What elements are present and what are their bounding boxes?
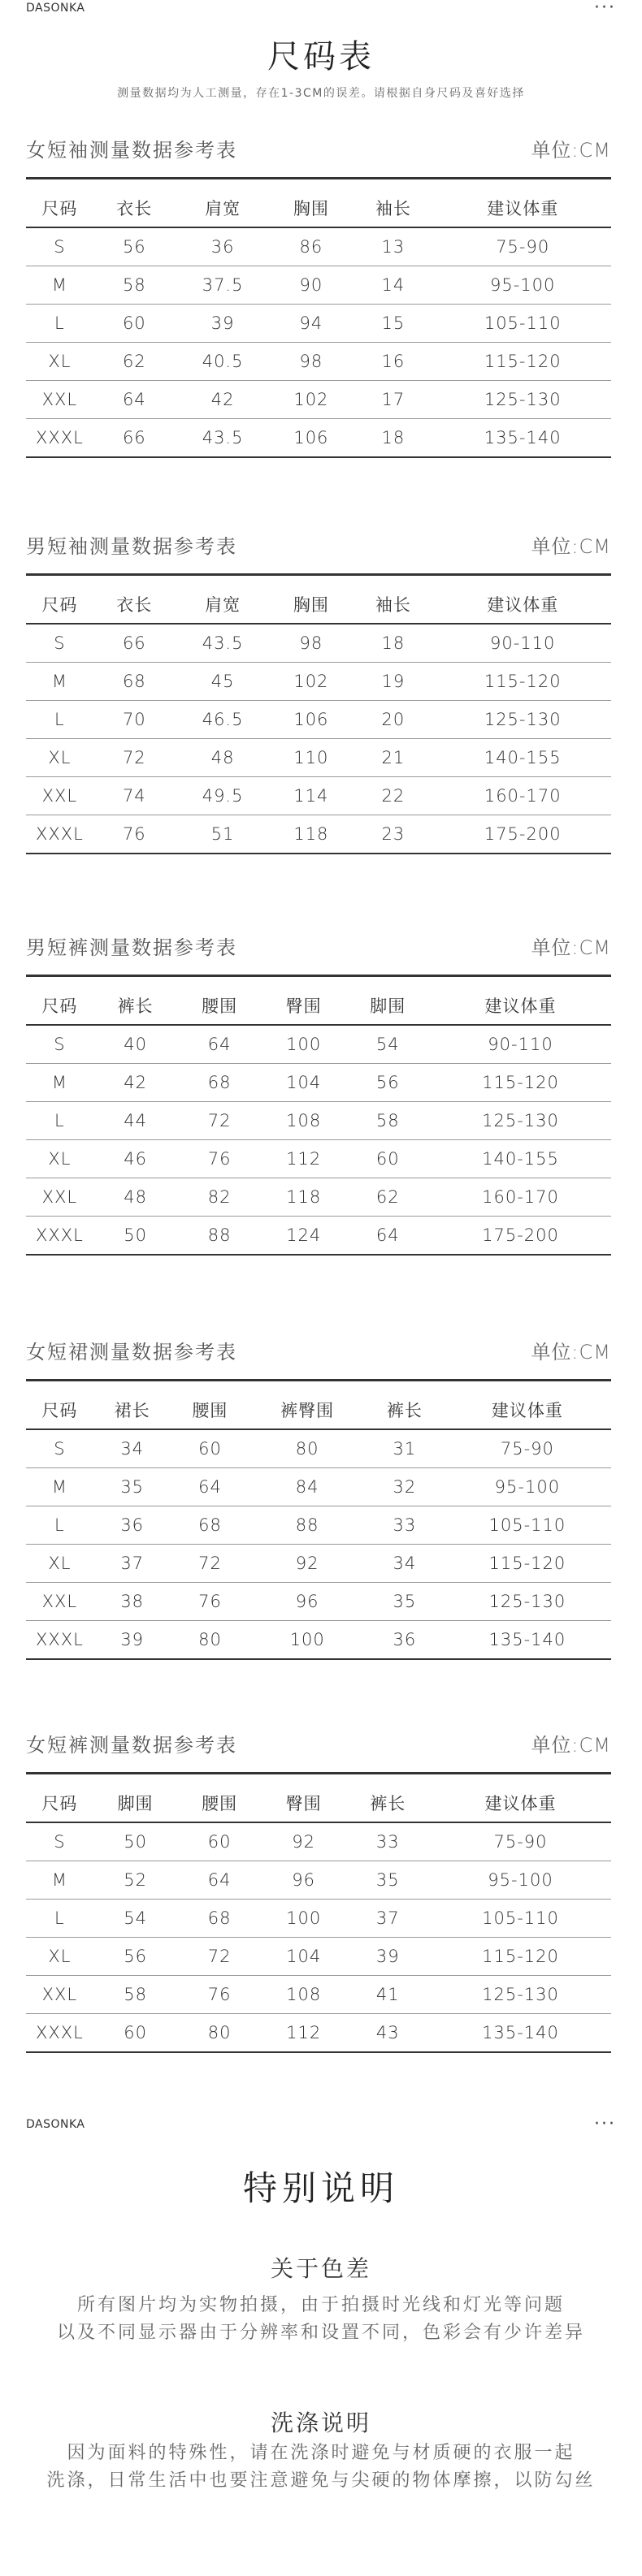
table-cell: 88: [295, 1515, 319, 1535]
table-cell: 39: [375, 1947, 400, 1966]
size-table: [26, 987, 611, 1256]
brand-label: DASONKA: [26, 2, 85, 15]
unit-label: 单位:CM: [531, 936, 611, 959]
column-header: 尺码: [41, 199, 78, 218]
table-cell: 105-110: [482, 1908, 559, 1928]
table-cell: M: [51, 672, 67, 691]
table-cell: 39: [210, 313, 235, 333]
table-cell: 80: [198, 1630, 222, 1649]
table-cell: 49.5: [202, 786, 244, 806]
column-header: 腰围: [192, 1401, 228, 1420]
table-cell: 37.5: [202, 275, 244, 295]
table-cell: 46.5: [202, 710, 244, 729]
table-cell: 35: [120, 1477, 145, 1497]
table-cell: 17: [381, 390, 406, 409]
table-cell: 32: [393, 1477, 417, 1497]
table-cell: 64: [198, 1477, 222, 1497]
table-cell: XXXL: [35, 428, 84, 447]
table-cell: 135-140: [488, 1630, 566, 1649]
section-header: [26, 1330, 611, 1369]
table-row: [26, 1102, 611, 1140]
table-cell: 76: [207, 1985, 232, 2004]
table-cell: 64: [375, 1225, 400, 1245]
table-cell: L: [54, 1111, 65, 1130]
table-cell: 18: [381, 428, 406, 447]
table-cell: 175-200: [484, 824, 562, 844]
table-cell: 106: [293, 710, 329, 729]
column-header: 建议体重: [487, 199, 559, 218]
column-header: 衣长: [116, 199, 153, 218]
table-cell: 175-200: [482, 1225, 559, 1245]
table-cell: 80: [207, 2023, 232, 2042]
table-cell: L: [54, 710, 65, 729]
table-row: [26, 739, 611, 777]
column-header: 建议体重: [484, 1794, 557, 1813]
column-header: 裙长: [114, 1401, 150, 1420]
table-cell: 60: [207, 1832, 232, 1852]
table-cell: 15: [381, 313, 406, 333]
table-cell: 75-90: [496, 237, 550, 257]
table-cell: 43.5: [202, 428, 244, 447]
table-cell: 94: [299, 313, 323, 333]
table-cell: S: [54, 1439, 66, 1459]
mens-tshirt-section: [26, 525, 611, 854]
table-cell: 115-120: [488, 1554, 566, 1573]
womens-shorts-section: [26, 1723, 611, 2053]
table-cell: 108: [286, 1111, 322, 1130]
table-cell: 106: [293, 428, 329, 447]
column-header: 臀围: [285, 1794, 322, 1813]
table-row: [26, 1861, 611, 1900]
table-cell: 40.5: [202, 352, 244, 371]
table-cell: 46: [124, 1149, 147, 1169]
table-cell: 82: [207, 1187, 232, 1207]
notes-top-bar: [26, 2116, 616, 2133]
table-cell: M: [51, 1073, 67, 1092]
table-cell: 102: [293, 672, 329, 691]
table-cell: 38: [120, 1592, 145, 1611]
table-cell: 33: [375, 1832, 400, 1852]
section-header: [26, 926, 611, 965]
washing-title: 洗涤说明: [270, 2410, 371, 2436]
table-row: [26, 701, 611, 739]
table-row: [26, 343, 611, 381]
table-cell: 135-140: [482, 2023, 559, 2042]
table-cell: L: [54, 313, 65, 333]
table-cell: 98: [299, 633, 323, 653]
more-icon[interactable]: ···: [594, 0, 616, 18]
size-table: [26, 189, 611, 458]
top-bar: [26, 0, 616, 16]
column-header: 胸围: [293, 595, 329, 615]
table-cell: XL: [48, 1947, 72, 1966]
column-header: 臀围: [285, 996, 322, 1016]
column-header: 胸围: [293, 199, 329, 218]
special-notes-title: 特别说明: [242, 2168, 399, 2208]
column-header: 脚围: [370, 996, 406, 1016]
table-cell: 68: [207, 1073, 232, 1092]
table-cell: 68: [207, 1908, 232, 1928]
table-cell: S: [54, 1035, 66, 1054]
column-header: 建议体重: [484, 996, 557, 1016]
column-header: 腰围: [202, 1794, 238, 1813]
table-row: [26, 1064, 611, 1102]
table-cell: 58: [122, 275, 146, 295]
table-cell: 72: [207, 1111, 232, 1130]
table-cell: 54: [375, 1035, 400, 1054]
section-header: [26, 1723, 611, 1762]
table-cell: 44: [124, 1111, 147, 1130]
table-cell: 112: [286, 2023, 322, 2042]
table-cell: 135-140: [484, 428, 562, 447]
table-cell: 125-130: [482, 1111, 559, 1130]
table-cell: XXL: [41, 786, 78, 806]
table-cell: 98: [299, 352, 323, 371]
table-cell: 104: [286, 1947, 322, 1966]
table-cell: 102: [293, 390, 329, 409]
table-row: [26, 1025, 611, 1064]
table-cell: L: [54, 1908, 65, 1928]
table-row: [26, 1583, 611, 1621]
womens-tshirt-section: [26, 128, 611, 458]
table-row: [26, 419, 611, 458]
column-header: 建议体重: [491, 1401, 563, 1420]
table-cell: XL: [48, 1554, 72, 1573]
womens-skirt-section: [26, 1330, 611, 1660]
table-cell: 68: [122, 672, 146, 691]
color-diff-line-1: 所有图片均为实物拍摄，由于拍摄时光线和灯光等问题: [76, 2295, 565, 2315]
brand-label: DASONKA: [26, 2118, 85, 2131]
table-cell: 108: [286, 1985, 322, 2004]
table-cell: 125-130: [482, 1985, 559, 2004]
table-cell: 58: [124, 1985, 147, 2004]
table-cell: 36: [210, 237, 235, 257]
table-cell: 95-100: [488, 1870, 553, 1890]
section-divider: [26, 1379, 611, 1381]
table-cell: 19: [381, 672, 406, 691]
table-row: [26, 2014, 611, 2053]
table-row: [26, 305, 611, 343]
table-cell: 37: [120, 1554, 145, 1573]
table-cell: 42: [124, 1073, 147, 1092]
table-cell: S: [54, 1832, 66, 1852]
table-cell: 76: [198, 1592, 222, 1611]
table-cell: 96: [295, 1592, 319, 1611]
table-cell: 92: [295, 1554, 319, 1573]
column-header: 袖长: [375, 199, 411, 218]
column-header: 尺码: [41, 996, 78, 1016]
page-subtitle: 测量数据均为人工测量，存在1-3CM的误差。请根据自身尺码及喜好选择: [117, 87, 525, 100]
table-cell: 36: [393, 1630, 417, 1649]
size-table: [26, 1391, 611, 1660]
table-cell: 62: [375, 1187, 400, 1207]
table-cell: 64: [207, 1870, 232, 1890]
column-header: 尺码: [41, 1401, 78, 1420]
table-cell: 60: [198, 1439, 222, 1459]
table-cell: 115-120: [482, 1073, 559, 1092]
table-cell: 110: [293, 748, 329, 767]
table-cell: 104: [286, 1073, 322, 1092]
table-cell: 84: [295, 1477, 319, 1497]
table-cell: 76: [207, 1149, 232, 1169]
table-cell: XXXL: [35, 824, 84, 844]
table-cell: XXXL: [35, 1225, 84, 1245]
table-row: [26, 1506, 611, 1545]
table-cell: M: [51, 275, 67, 295]
mens-shorts-section: [26, 926, 611, 1256]
table-row: [26, 266, 611, 305]
column-header: 尺码: [41, 1794, 78, 1813]
table-row: [26, 1900, 611, 1938]
column-header: 腰围: [202, 996, 238, 1016]
table-cell: 34: [393, 1554, 417, 1573]
section-title: 男短裤测量数据参考表: [26, 936, 237, 959]
table-cell: 125-130: [488, 1592, 566, 1611]
section-title: 男短袖测量数据参考表: [26, 534, 237, 558]
table-cell: 90: [299, 275, 323, 295]
table-cell: 23: [381, 824, 406, 844]
table-cell: 124: [286, 1225, 322, 1245]
washing-line-1: 因为面料的特殊性，请在洗涤时避免与材质硬的衣服一起: [67, 2443, 575, 2463]
table-cell: 21: [381, 748, 406, 767]
table-row: [26, 1621, 611, 1660]
table-cell: 58: [375, 1111, 400, 1130]
table-cell: 56: [375, 1073, 400, 1092]
table-cell: 74: [122, 786, 146, 806]
table-cell: XXXL: [35, 1630, 84, 1649]
table-cell: 51: [210, 824, 235, 844]
section-title: 女短袖测量数据参考表: [26, 138, 237, 162]
table-header-row: [26, 987, 611, 1025]
table-cell: 36: [120, 1515, 145, 1535]
section-title: 女短裤测量数据参考表: [26, 1733, 237, 1757]
table-cell: XL: [48, 352, 72, 371]
section-divider: [26, 177, 611, 179]
table-cell: 125-130: [484, 710, 562, 729]
table-cell: 75-90: [500, 1439, 554, 1459]
table-row: [26, 1217, 611, 1256]
table-row: [26, 1545, 611, 1583]
table-cell: 50: [124, 1225, 147, 1245]
table-row: [26, 227, 611, 266]
table-row: [26, 777, 611, 815]
table-row: [26, 381, 611, 419]
table-cell: L: [54, 1515, 65, 1535]
table-cell: M: [51, 1870, 67, 1890]
table-cell: 88: [207, 1225, 232, 1245]
table-row: [26, 1822, 611, 1861]
table-cell: 54: [124, 1908, 147, 1928]
table-cell: 92: [292, 1832, 316, 1852]
table-row: [26, 1178, 611, 1217]
table-row: [26, 1429, 611, 1468]
table-cell: 60: [122, 313, 146, 333]
more-icon[interactable]: ···: [594, 2114, 616, 2134]
table-cell: 60: [124, 2023, 147, 2042]
table-cell: 16: [381, 352, 406, 371]
table-cell: 160-170: [482, 1187, 559, 1207]
table-cell: 35: [375, 1870, 400, 1890]
table-cell: 100: [289, 1630, 325, 1649]
table-cell: XL: [48, 748, 72, 767]
table-cell: 105-110: [484, 313, 562, 333]
table-cell: XXL: [41, 1187, 78, 1207]
table-cell: 75-90: [493, 1832, 548, 1852]
table-row: [26, 1140, 611, 1178]
table-cell: XXL: [41, 1592, 78, 1611]
table-row: [26, 1938, 611, 1976]
unit-label: 单位:CM: [531, 534, 611, 558]
table-cell: 68: [198, 1515, 222, 1535]
table-cell: 39: [120, 1630, 145, 1649]
table-cell: 48: [210, 748, 235, 767]
table-cell: 112: [286, 1149, 322, 1169]
section-header: [26, 525, 611, 564]
table-cell: 20: [381, 710, 406, 729]
table-cell: 18: [381, 633, 406, 653]
table-cell: 60: [375, 1149, 400, 1169]
table-cell: XL: [48, 1149, 72, 1169]
table-cell: 70: [122, 710, 146, 729]
column-header: 裤长: [370, 1794, 406, 1813]
table-cell: 40: [124, 1035, 147, 1054]
table-cell: 42: [210, 390, 235, 409]
table-row: [26, 663, 611, 701]
table-cell: 114: [293, 786, 329, 806]
table-cell: S: [54, 237, 66, 257]
table-cell: 90-110: [488, 1035, 553, 1054]
table-cell: 50: [124, 1832, 147, 1852]
table-cell: 95-100: [494, 1477, 561, 1497]
table-header-row: [26, 189, 611, 227]
column-header: 脚围: [117, 1794, 154, 1813]
section-divider: [26, 975, 611, 977]
section-header: [26, 128, 611, 167]
table-cell: XXXL: [35, 2023, 84, 2042]
table-cell: XXL: [41, 1985, 78, 2004]
table-cell: S: [54, 633, 66, 653]
table-cell: 31: [393, 1439, 417, 1459]
table-cell: 100: [286, 1908, 322, 1928]
table-cell: 43: [375, 2023, 400, 2042]
table-cell: 41: [375, 1985, 400, 2004]
column-header: 袖长: [375, 595, 411, 615]
table-cell: 118: [286, 1187, 322, 1207]
table-cell: 72: [122, 748, 146, 767]
column-header: 肩宽: [205, 595, 241, 615]
color-diff-line-2: 以及不同显示器由于分辨率和设置不同，色彩会有少许差异: [56, 2323, 585, 2343]
page-title: 尺码表: [267, 38, 375, 76]
column-header: 肩宽: [205, 199, 241, 218]
table-cell: 37: [375, 1908, 400, 1928]
section-divider: [26, 1772, 611, 1774]
table-row: [26, 815, 611, 854]
table-cell: 66: [122, 428, 146, 447]
table-cell: 115-120: [484, 672, 562, 691]
column-header: 裤长: [386, 1401, 423, 1420]
table-cell: 64: [122, 390, 146, 409]
table-cell: 72: [207, 1947, 232, 1966]
table-cell: 66: [122, 633, 146, 653]
unit-label: 单位:CM: [531, 1733, 611, 1757]
table-cell: 118: [293, 824, 329, 844]
table-cell: 22: [381, 786, 406, 806]
table-cell: 105-110: [488, 1515, 566, 1535]
unit-label: 单位:CM: [531, 138, 611, 162]
table-cell: 125-130: [484, 390, 562, 409]
column-header: 尺码: [41, 595, 78, 615]
column-header: 衣长: [116, 595, 153, 615]
table-cell: 64: [207, 1035, 232, 1054]
table-cell: 56: [122, 237, 146, 257]
table-cell: 76: [122, 824, 146, 844]
washing-line-2: 洗涤，日常生活中也要注意避免与尖硬的物体摩擦，以防勾丝: [46, 2470, 596, 2491]
table-cell: 45: [210, 672, 235, 691]
table-cell: 80: [295, 1439, 319, 1459]
table-cell: 160-170: [484, 786, 562, 806]
table-cell: 96: [292, 1870, 316, 1890]
section-title: 女短裙测量数据参考表: [26, 1340, 237, 1364]
table-cell: 100: [286, 1035, 322, 1054]
table-cell: 43.5: [202, 633, 244, 653]
table-row: [26, 624, 611, 663]
table-header-row: [26, 1784, 611, 1822]
table-cell: 140-155: [484, 748, 562, 767]
table-header-row: [26, 1391, 611, 1429]
table-cell: 13: [381, 237, 406, 257]
table-cell: 115-120: [482, 1947, 559, 1966]
column-header: 建议体重: [487, 595, 559, 615]
table-cell: 90-110: [490, 633, 556, 653]
size-table: [26, 586, 611, 854]
table-cell: 52: [124, 1870, 147, 1890]
table-cell: 95-100: [490, 275, 556, 295]
table-cell: M: [51, 1477, 67, 1497]
section-divider: [26, 573, 611, 576]
table-cell: 33: [393, 1515, 417, 1535]
table-cell: 115-120: [484, 352, 562, 371]
table-header-row: [26, 586, 611, 624]
table-row: [26, 1976, 611, 2014]
table-cell: XXL: [41, 390, 78, 409]
table-cell: 34: [120, 1439, 145, 1459]
table-cell: 14: [381, 275, 406, 295]
color-diff-title: 关于色差: [270, 2255, 371, 2282]
table-cell: 48: [124, 1187, 147, 1207]
table-cell: 86: [299, 237, 323, 257]
column-header: 裤长: [117, 996, 154, 1016]
table-cell: 35: [393, 1592, 417, 1611]
table-cell: 56: [124, 1947, 147, 1966]
table-cell: 62: [122, 352, 146, 371]
size-table: [26, 1784, 611, 2053]
table-cell: 140-155: [482, 1149, 559, 1169]
table-cell: 72: [198, 1554, 222, 1573]
column-header: 裤臀围: [280, 1401, 335, 1420]
unit-label: 单位:CM: [531, 1340, 611, 1364]
table-row: [26, 1468, 611, 1506]
